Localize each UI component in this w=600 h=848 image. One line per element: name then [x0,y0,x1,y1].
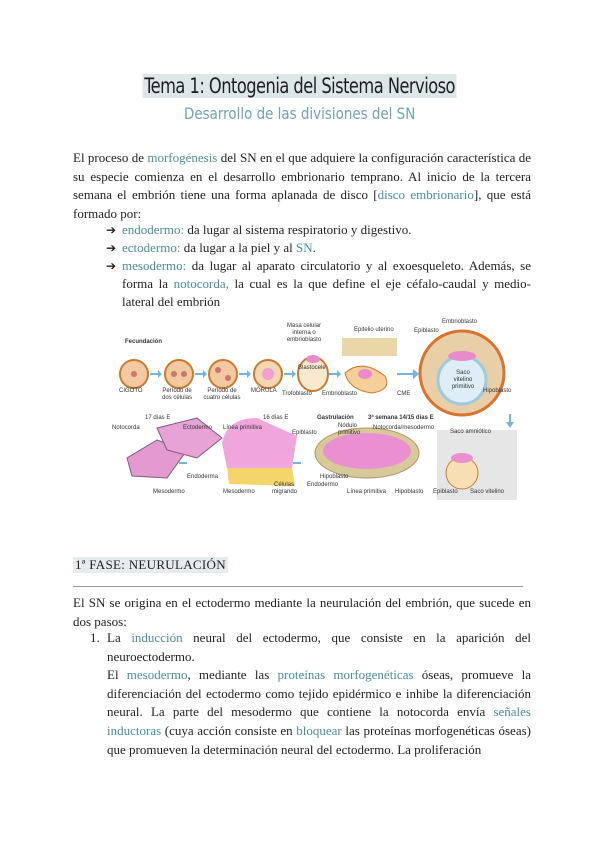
label-saco-vitelino-primitivo: Saco vitelino primitivo [451,370,475,390]
label-linea-primitiva: Línea primitiva [223,425,263,431]
label-dos-celulas: Período de dos células [161,388,193,401]
germ-layer-list [106,221,532,311]
highlighted-term: disco embrionario [377,187,474,203]
label-3-semana: 3ª semana 14/15 días E [368,415,434,421]
label-notocorda-mesodermo: Notocorda/mesodermo [373,425,435,431]
text-run: del SN en el que adquiere la configuración característica de su especie comienza en el desarrollo embrionario temprano. Al inicio de la tercera semana el embrión tiene una forma aplanada de disco [ [73,150,531,203]
text-run: El SN se origina en el ectodermo mediante la neurulación del embrión, que sucede en dos pasos: [73,595,531,629]
label-hipoblasto-2: Hipoblasto [320,474,349,480]
text-run: óseas, promueve la diferenciación del ectodermo como tejido epidérmico e inhibe la diferenciación neural. La parte del mesodermo que contiene la notocorda envía [107,667,531,720]
highlighted-term: mesodermo: [122,258,187,273]
intro-paragraph [73,149,531,223]
list-item-endodermo [106,221,531,239]
text-run: La [107,630,132,645]
list-item-mesodermo [106,257,532,311]
text-run: da lugar al sistema respiratorio y digestivo. [184,222,412,237]
label-hipoblasto-3: Hipoblasto [395,489,424,495]
label-linea-primitiva-2: Línea primitiva [347,489,387,495]
section-divider [73,586,523,587]
label-mesodermo: Mesodermo [153,489,185,495]
highlighted-term: ectodermo: [122,240,181,255]
label-celulas-migrando: Células migrando [272,482,298,495]
list-item-ectodermo [106,239,531,257]
label-saco-amniotico: Saco amniótico [450,429,492,435]
label-hipoblasto: Hipoblasto [483,388,512,394]
section-heading: 1ª FASE: NEURULACIÓN [75,557,226,572]
section-intro-paragraph [73,594,531,631]
step-1 [90,629,531,759]
label-nodulo-primitivo: Nódulo primitivo [338,423,361,436]
arrow-bullet-icon: ➔ [106,259,117,273]
label-epiblasto: Epiblasto [414,328,439,334]
highlighted-term: endodermo: [122,222,185,237]
label-saco-vitelino: Saco vitelino [470,489,505,495]
text-run: . [312,240,316,255]
text-run: ], que está formado por: [73,187,531,221]
label-cigoto: CIGOTO [119,388,143,394]
label-embrioblasto: Embrioblasto [322,391,358,397]
embryo-development-figure [112,318,517,503]
label-cuatro-celulas: Período de cuatro células [203,388,241,401]
label-masa-celular: Masa celular interna o embrioblasto [286,323,322,343]
highlighted-term: proteínas morfogenéticas [277,667,414,683]
text-run: El [107,667,127,683]
label-blastocele: Blastocele [298,365,326,371]
label-endodermo: Endodermo [307,482,339,488]
step-body [107,666,531,759]
label-epitelio-uterino: Epitelio uterino [354,327,394,333]
text-run: las proteínas morfogenéticas óseas) que promueven la determinación neural del ectodermo. La proliferación [107,722,531,757]
label-epiblasto-2: Epiblasto [292,430,317,436]
label-embrioblasto-2: Embrioblasto [442,319,478,325]
label-trofoblasto: Trofoblasto [282,391,312,397]
label-mesodermo-2: Mesodermo [223,489,255,495]
embryo-illustration [117,318,517,503]
label-morula: MÓRULA [251,388,277,394]
page-title: Tema 1: Ontogenia del Sistema Nervioso [144,74,456,98]
label-16-dias: 16 días E [263,415,289,421]
label-fecundacion: Fecundación [125,339,163,345]
text-run: , mediante las [187,667,278,683]
label-gastrulacion: Gastrulación [317,415,354,421]
highlighted-term: señales inductoras [107,704,531,738]
highlighted-term: bloquear [296,722,342,738]
step-lead [107,629,531,666]
text-run: (cuya acción consiste en [161,722,297,738]
highlighted-term: mesodermo [126,667,188,683]
label-cme: CME [397,391,411,397]
page-subtitle: Desarrollo de las divisiones del SN [184,104,416,123]
arrow-bullet-icon: ➔ [106,223,117,237]
highlighted-term: notocorda, [173,276,229,291]
label-endoderma: Endoderma [187,474,219,480]
text-run: El proceso de [73,150,148,165]
text-run: da lugar a la piel y al [180,240,296,255]
label-epiblasto-3: Epiblasto [433,489,458,495]
text-run: neural del ectodermo, que consiste en la aparición del neuroectodermo. [107,630,531,664]
label-17-dias: 17 días E [145,415,171,421]
highlighted-term: inducción [131,630,183,645]
label-notocorda: Notocorda [112,425,140,431]
label-ectodermo: Ectodermo [183,425,213,431]
arrow-bullet-icon: ➔ [106,241,117,255]
text-run: la cual es la que define el eje céfalo-caudal y medio-lateral del embrión [122,276,532,309]
text-run: da lugar al aparato circulatorio y al exoesqueleto. Además, se forma la [122,258,531,291]
highlighted-term: morfogénesis [147,150,218,165]
highlighted-term: SN [296,240,313,255]
step-number: 1. [90,630,100,645]
